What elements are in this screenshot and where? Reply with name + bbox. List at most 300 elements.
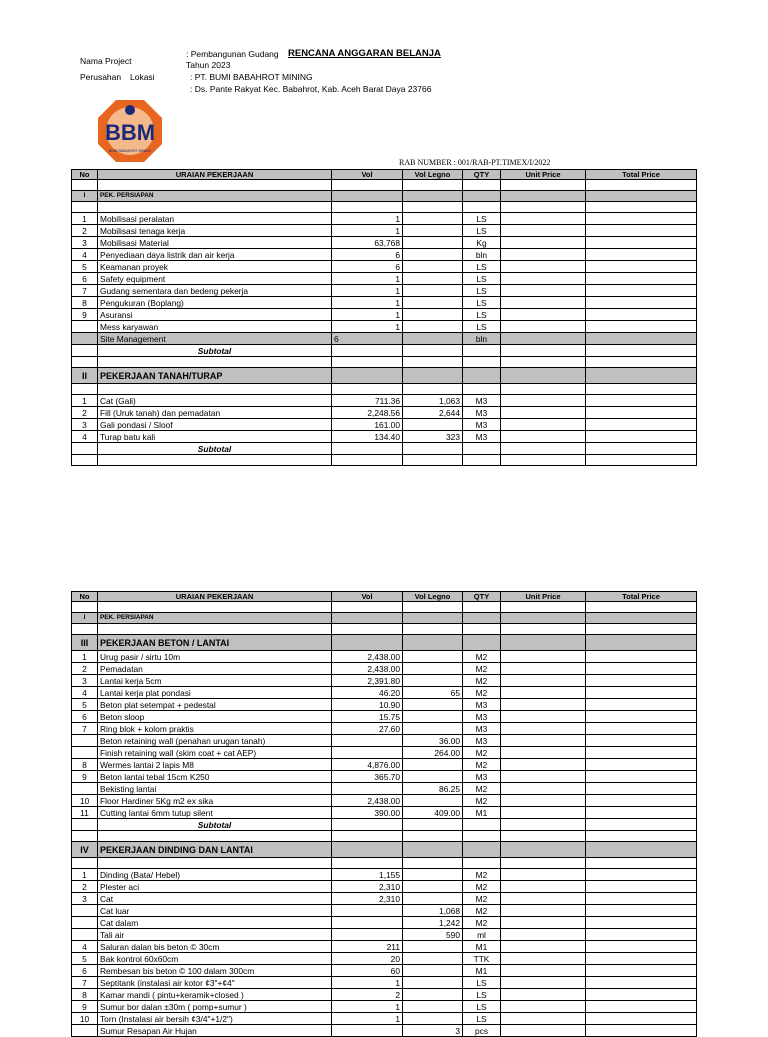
empty-cell <box>403 191 463 202</box>
table-row <box>72 795 697 807</box>
item-total-price <box>586 929 697 941</box>
item-unit-price <box>501 977 586 989</box>
empty-cell <box>463 842 501 858</box>
table-row <box>72 419 697 431</box>
item-unit-price <box>501 759 586 771</box>
item-number: 6 <box>72 711 98 723</box>
item-number: 1 <box>72 869 98 881</box>
table-row <box>72 687 697 699</box>
empty-cell <box>98 831 332 842</box>
item-vol-legno: 2,644 <box>403 407 463 419</box>
empty-cell <box>72 443 98 455</box>
item-vol-legno <box>403 675 463 687</box>
item-vol-legno <box>403 795 463 807</box>
item-number: 5 <box>72 953 98 965</box>
item-total-price <box>586 881 697 893</box>
empty-cell <box>403 613 463 624</box>
empty-cell <box>501 443 586 455</box>
empty-cell <box>332 368 403 384</box>
item-qty: LS <box>463 321 501 333</box>
item-total-price <box>586 735 697 747</box>
table-row <box>72 395 697 407</box>
item-number: 3 <box>72 893 98 905</box>
col-uraian: URAIAN PEKERJAAN <box>98 592 332 602</box>
item-vol-legno <box>403 261 463 273</box>
tahun-label: Tahun 2023 <box>186 60 231 70</box>
item-description: Saluran dalan bis beton © 30cm <box>98 941 332 953</box>
item-unit-price <box>501 249 586 261</box>
empty-cell <box>463 357 501 368</box>
table-row <box>72 965 697 977</box>
item-qty: ml <box>463 929 501 941</box>
col-no: No <box>72 170 98 180</box>
empty-cell <box>72 819 98 831</box>
item-vol-legno <box>403 965 463 977</box>
empty-cell <box>463 368 501 384</box>
item-unit-price <box>501 723 586 735</box>
rab-table-2 <box>71 591 697 1037</box>
item-unit-price <box>501 225 586 237</box>
item-description: Beton retaining wall (penahan urugan tanah) <box>98 735 332 747</box>
nama-project-label: Nama Project <box>80 56 132 66</box>
item-description: Sumur Resapan Air Hujan <box>98 1025 332 1037</box>
empty-cell <box>501 858 586 869</box>
section-number: III <box>72 635 98 651</box>
empty-cell <box>332 635 403 651</box>
item-vol-legno <box>403 1013 463 1025</box>
table-row <box>72 431 697 443</box>
item-number: 2 <box>72 225 98 237</box>
item-qty: LS <box>463 1013 501 1025</box>
empty-cell <box>72 180 98 191</box>
empty-cell <box>586 624 697 635</box>
item-qty: bln <box>463 333 501 345</box>
item-number: 5 <box>72 261 98 273</box>
item-total-price <box>586 297 697 309</box>
item-number: 6 <box>72 273 98 285</box>
empty-cell <box>72 384 98 395</box>
subtotal-row <box>72 819 697 831</box>
subtotal-label: Subtotal <box>98 345 332 357</box>
item-vol: 1 <box>332 285 403 297</box>
item-total-price <box>586 431 697 443</box>
item-vol-legno <box>403 941 463 953</box>
item-description: Dinding (Bata/ Hebel) <box>98 869 332 881</box>
item-description: Safety equipment <box>98 273 332 285</box>
item-qty: LS <box>463 261 501 273</box>
item-vol-legno <box>403 297 463 309</box>
item-number: 11 <box>72 807 98 819</box>
item-vol-legno <box>403 309 463 321</box>
item-vol-legno <box>403 711 463 723</box>
item-total-price <box>586 261 697 273</box>
empty-cell <box>403 455 463 466</box>
empty-cell <box>98 858 332 869</box>
empty-cell <box>586 202 697 213</box>
table-row <box>72 1013 697 1025</box>
empty-cell <box>586 858 697 869</box>
item-description: Rembesan bis beton © 100 dalam 300cm <box>98 965 332 977</box>
section-label: PEK. PERSIAPAN <box>98 613 332 624</box>
item-vol: 6 <box>332 261 403 273</box>
col-vol-legno: Vol Legno <box>403 592 463 602</box>
item-description: Cat luar <box>98 905 332 917</box>
item-vol: 2,438.00 <box>332 663 403 675</box>
table-row <box>72 1025 697 1037</box>
item-unit-price <box>501 395 586 407</box>
section-label: PEKERJAAN DINDING DAN LANTAI <box>98 842 332 858</box>
empty-cell <box>463 858 501 869</box>
col-unit-price: Unit Price <box>501 592 586 602</box>
empty-cell <box>403 858 463 869</box>
company-logo <box>96 98 164 164</box>
item-total-price <box>586 249 697 261</box>
item-qty: LS <box>463 297 501 309</box>
item-total-price <box>586 225 697 237</box>
table-row <box>72 261 697 273</box>
empty-cell <box>72 858 98 869</box>
table-row <box>72 893 697 905</box>
item-description: Sumur bor dalan ±30m ( pomp+sumur ) <box>98 1001 332 1013</box>
empty-cell <box>403 635 463 651</box>
section-row <box>72 635 697 651</box>
item-qty: Kg <box>463 237 501 249</box>
section-row <box>72 842 697 858</box>
item-description: Pengukuran (Boplang) <box>98 297 332 309</box>
empty-cell <box>463 819 501 831</box>
empty-cell <box>332 613 403 624</box>
item-qty: M3 <box>463 431 501 443</box>
item-qty: LS <box>463 225 501 237</box>
empty-row <box>72 602 697 613</box>
perusahan-label: Perusahan <box>80 72 122 82</box>
item-qty: M3 <box>463 711 501 723</box>
item-number: 9 <box>72 309 98 321</box>
section-label: PEKERJAAN TANAH/TURAP <box>98 368 332 384</box>
item-number <box>72 917 98 929</box>
item-number: 2 <box>72 663 98 675</box>
item-vol: 1 <box>332 213 403 225</box>
item-unit-price <box>501 1025 586 1037</box>
item-unit-price <box>501 431 586 443</box>
item-unit-price <box>501 687 586 699</box>
empty-cell <box>98 602 332 613</box>
table-row <box>72 285 697 297</box>
empty-cell <box>98 624 332 635</box>
empty-cell <box>403 831 463 842</box>
item-vol: 4,876.00 <box>332 759 403 771</box>
item-vol: 2,310 <box>332 893 403 905</box>
item-description: Lantai kerja plat pondasi <box>98 687 332 699</box>
table-row <box>72 651 697 663</box>
empty-cell <box>586 368 697 384</box>
item-description: Plester aci <box>98 881 332 893</box>
section-row <box>72 368 697 384</box>
item-description: Septitank (instalasi air kotor ¢3"+¢4" <box>98 977 332 989</box>
item-description: Beton lantai tebal 15cm K250 <box>98 771 332 783</box>
item-vol: 211 <box>332 941 403 953</box>
table-row <box>72 711 697 723</box>
item-vol: 2 <box>332 989 403 1001</box>
item-description: Mobilisasi peralatan <box>98 213 332 225</box>
empty-row <box>72 831 697 842</box>
table-row <box>72 273 697 285</box>
table-row <box>72 869 697 881</box>
item-qty: bln <box>463 249 501 261</box>
item-total-price <box>586 917 697 929</box>
item-total-price <box>586 941 697 953</box>
item-total-price <box>586 747 697 759</box>
empty-cell <box>332 831 403 842</box>
item-total-price <box>586 965 697 977</box>
item-vol-legno <box>403 723 463 735</box>
item-vol-legno <box>403 213 463 225</box>
item-qty: LS <box>463 213 501 225</box>
item-vol: 6 <box>332 249 403 261</box>
document-title: RENCANA ANGGARAN BELANJA <box>288 48 441 59</box>
empty-cell <box>586 443 697 455</box>
item-vol-legno <box>403 651 463 663</box>
item-number: 3 <box>72 675 98 687</box>
empty-cell <box>332 455 403 466</box>
empty-cell <box>332 357 403 368</box>
item-vol: 1 <box>332 1001 403 1013</box>
col-no: No <box>72 592 98 602</box>
empty-cell <box>501 602 586 613</box>
col-vol: Vol <box>332 170 403 180</box>
subtotal-label: Subtotal <box>98 819 332 831</box>
col-vol: Vol <box>332 592 403 602</box>
empty-cell <box>501 635 586 651</box>
item-total-price <box>586 759 697 771</box>
empty-cell <box>98 202 332 213</box>
item-description: Cutting lantai 6mm tutup silent <box>98 807 332 819</box>
item-vol-legno <box>403 989 463 1001</box>
table-row <box>72 941 697 953</box>
item-vol-legno: 65 <box>403 687 463 699</box>
empty-cell <box>72 345 98 357</box>
item-unit-price <box>501 735 586 747</box>
item-qty: M2 <box>463 869 501 881</box>
item-vol: 1 <box>332 977 403 989</box>
item-qty: LS <box>463 1001 501 1013</box>
empty-cell <box>463 613 501 624</box>
item-number: 2 <box>72 407 98 419</box>
item-description: Beton plat setempat + pedestal <box>98 699 332 711</box>
item-vol <box>332 929 403 941</box>
item-vol-legno <box>403 225 463 237</box>
item-vol <box>332 783 403 795</box>
section-row <box>72 613 697 624</box>
item-vol-legno <box>403 273 463 285</box>
item-unit-price <box>501 905 586 917</box>
item-total-price <box>586 1025 697 1037</box>
item-number <box>72 747 98 759</box>
empty-cell <box>463 443 501 455</box>
logo-subtext: BUMI BABAHROT MINING <box>108 149 152 153</box>
empty-cell <box>463 345 501 357</box>
empty-cell <box>332 191 403 202</box>
item-vol: 15.75 <box>332 711 403 723</box>
item-qty: M2 <box>463 675 501 687</box>
item-total-price <box>586 687 697 699</box>
item-unit-price <box>501 261 586 273</box>
item-unit-price <box>501 929 586 941</box>
empty-cell <box>501 613 586 624</box>
item-qty: M3 <box>463 419 501 431</box>
item-vol: 20 <box>332 953 403 965</box>
empty-cell <box>403 384 463 395</box>
item-number: 10 <box>72 795 98 807</box>
item-number: 1 <box>72 213 98 225</box>
item-vol-legno: 3 <box>403 1025 463 1037</box>
item-qty: M1 <box>463 965 501 977</box>
item-total-price <box>586 395 697 407</box>
item-unit-price <box>501 747 586 759</box>
item-unit-price <box>501 965 586 977</box>
item-number <box>72 929 98 941</box>
item-number: 7 <box>72 977 98 989</box>
item-vol: 365.70 <box>332 771 403 783</box>
empty-cell <box>72 624 98 635</box>
item-unit-price <box>501 237 586 249</box>
item-unit-price <box>501 1001 586 1013</box>
item-description: Mess karyawan <box>98 321 332 333</box>
section-number: I <box>72 613 98 624</box>
empty-cell <box>586 180 697 191</box>
item-qty: LS <box>463 273 501 285</box>
item-vol-legno <box>403 759 463 771</box>
item-description: Gudang sementara dan bedeng pekerja <box>98 285 332 297</box>
item-total-price <box>586 869 697 881</box>
table-row <box>72 905 697 917</box>
item-total-price <box>586 309 697 321</box>
item-qty: M2 <box>463 747 501 759</box>
empty-cell <box>501 345 586 357</box>
item-unit-price <box>501 309 586 321</box>
item-vol-legno: 409.00 <box>403 807 463 819</box>
item-vol: 1 <box>332 309 403 321</box>
col-qty: QTY <box>463 592 501 602</box>
empty-cell <box>332 819 403 831</box>
empty-cell <box>403 368 463 384</box>
item-qty: M2 <box>463 905 501 917</box>
table-row <box>72 977 697 989</box>
table-row <box>72 929 697 941</box>
empty-cell <box>332 842 403 858</box>
item-description: Asuransi <box>98 309 332 321</box>
item-vol-legno <box>403 771 463 783</box>
item-number: 10 <box>72 1013 98 1025</box>
project-value: : Pembangunan Gudang <box>186 49 279 59</box>
empty-row <box>72 858 697 869</box>
col-qty: QTY <box>463 170 501 180</box>
empty-cell <box>463 602 501 613</box>
empty-cell <box>332 858 403 869</box>
table-row <box>72 953 697 965</box>
table-row <box>72 309 697 321</box>
item-description: Urug pasir / sirtu 10m <box>98 651 332 663</box>
empty-cell <box>586 613 697 624</box>
empty-row <box>72 624 697 635</box>
item-unit-price <box>501 675 586 687</box>
empty-cell <box>586 819 697 831</box>
item-number <box>72 321 98 333</box>
item-number: 7 <box>72 723 98 735</box>
item-unit-price <box>501 651 586 663</box>
empty-cell <box>332 180 403 191</box>
table-row <box>72 989 697 1001</box>
item-vol-legno <box>403 881 463 893</box>
empty-cell <box>501 842 586 858</box>
item-total-price <box>586 977 697 989</box>
empty-cell <box>332 384 403 395</box>
empty-cell <box>72 357 98 368</box>
item-qty: LS <box>463 285 501 297</box>
item-vol-legno <box>403 1001 463 1013</box>
item-vol: 63,768 <box>332 237 403 249</box>
empty-cell <box>72 602 98 613</box>
item-qty: LS <box>463 989 501 1001</box>
empty-cell <box>501 455 586 466</box>
item-qty: M1 <box>463 807 501 819</box>
item-qty: M3 <box>463 771 501 783</box>
empty-cell <box>98 180 332 191</box>
item-qty: pcs <box>463 1025 501 1037</box>
empty-row <box>72 384 697 395</box>
item-total-price <box>586 771 697 783</box>
empty-cell <box>332 624 403 635</box>
empty-cell <box>332 443 403 455</box>
table-row <box>72 699 697 711</box>
item-unit-price <box>501 711 586 723</box>
item-vol-legno <box>403 893 463 905</box>
item-vol-legno <box>403 977 463 989</box>
item-vol-legno <box>403 321 463 333</box>
rab-number: RAB NUMBER : 001/RAB-PT.TIMEX/I/2022 <box>399 158 551 167</box>
item-vol-legno <box>403 663 463 675</box>
section-row <box>72 191 697 202</box>
item-description: Gali pondasi / Sloof <box>98 419 332 431</box>
item-qty: M3 <box>463 395 501 407</box>
item-number: 8 <box>72 759 98 771</box>
table-row <box>72 917 697 929</box>
item-description: Turap batu kali <box>98 431 332 443</box>
item-qty: TTK <box>463 953 501 965</box>
item-description: Bak kontrol 60x60cm <box>98 953 332 965</box>
empty-cell <box>403 842 463 858</box>
item-number <box>72 333 98 345</box>
item-unit-price <box>501 213 586 225</box>
logo-text: BBM <box>104 120 156 145</box>
empty-cell <box>501 180 586 191</box>
item-unit-price <box>501 273 586 285</box>
item-total-price <box>586 795 697 807</box>
item-total-price <box>586 285 697 297</box>
item-vol <box>332 917 403 929</box>
lokasi-label: Lokasi <box>130 72 155 82</box>
item-vol-legno <box>403 285 463 297</box>
item-number <box>72 735 98 747</box>
table-row <box>72 1001 697 1013</box>
empty-cell <box>332 345 403 357</box>
item-total-price <box>586 237 697 249</box>
item-unit-price <box>501 953 586 965</box>
item-vol: 2,438.00 <box>332 795 403 807</box>
item-vol: 711.36 <box>332 395 403 407</box>
item-vol: 1 <box>332 225 403 237</box>
empty-cell <box>501 384 586 395</box>
